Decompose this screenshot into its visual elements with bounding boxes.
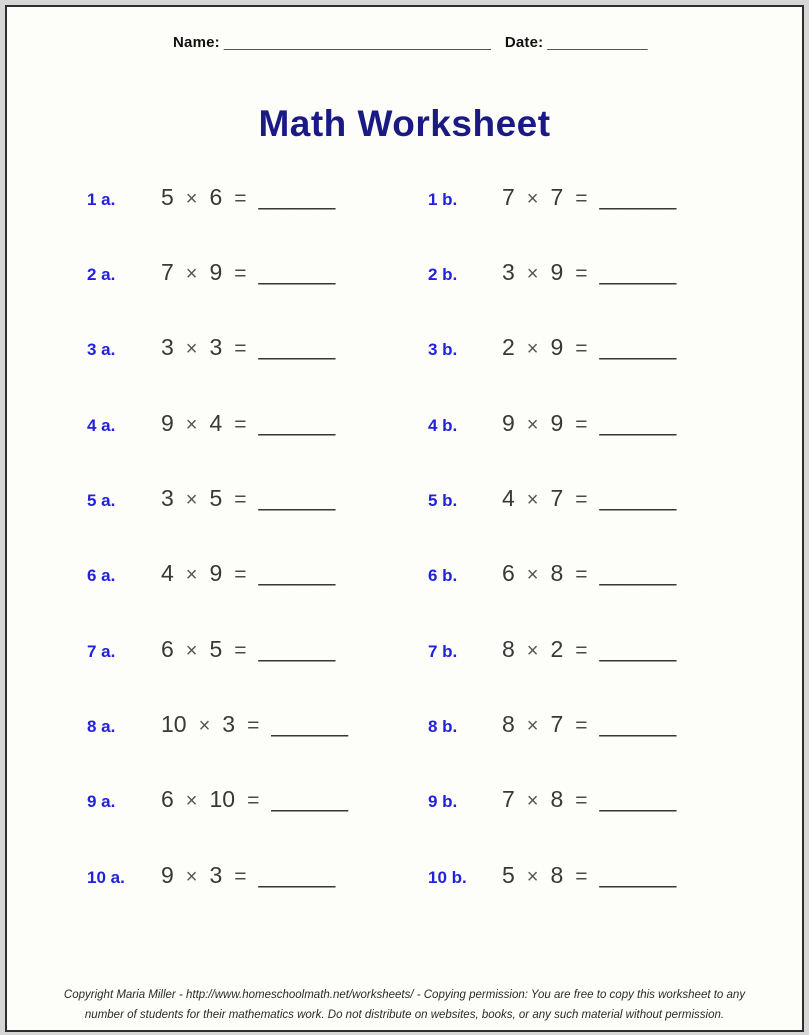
problem-1a (87, 184, 335, 214)
multiplication-sign: × (185, 263, 198, 285)
factor1: 7 (502, 184, 515, 210)
problem-5b (428, 485, 676, 515)
name-label: Name: (173, 34, 220, 51)
answer-blank: ______ (599, 184, 677, 210)
problem-number-label: 6 a. (87, 566, 116, 585)
factor1: 2 (502, 334, 515, 360)
factor2: 3 (209, 862, 223, 888)
factor1: 8 (502, 711, 515, 737)
factor1: 4 (161, 560, 174, 586)
multiplication-sign: × (526, 338, 539, 360)
problem-7a (87, 636, 335, 666)
equals-sign: = (247, 714, 260, 737)
problem-number-label: 9 b. (428, 792, 458, 811)
factor2: 3 (222, 711, 236, 737)
problem-number-label: 8 a. (87, 717, 116, 736)
problem-6b (428, 560, 676, 590)
factor2: 2 (550, 636, 564, 662)
equals-sign: = (247, 789, 260, 812)
multiplication-sign: × (185, 790, 198, 812)
answer-blank: ______ (258, 485, 336, 511)
factor1: 7 (161, 259, 174, 285)
date-group (505, 34, 648, 51)
factor2: 5 (209, 636, 223, 662)
factor1: 6 (161, 786, 174, 812)
equals-sign: = (234, 563, 247, 586)
problem-number-label: 1 b. (428, 190, 458, 209)
multiplication-sign: × (185, 414, 198, 436)
factor1: 6 (161, 636, 174, 662)
answer-blank: ______ (258, 259, 336, 285)
answer-blank: ______ (258, 636, 336, 662)
multiplication-sign: × (526, 715, 539, 737)
multiplication-sign: × (526, 188, 539, 210)
problem-number-label: 10 a. (87, 868, 125, 887)
equals-sign: = (234, 262, 247, 285)
factor2: 3 (209, 334, 223, 360)
copyright-footer (7, 985, 802, 1025)
equals-sign: = (575, 563, 588, 586)
multiplication-sign: × (526, 790, 539, 812)
problem-1b (428, 184, 676, 214)
factor1: 3 (502, 259, 515, 285)
factor1: 5 (161, 184, 174, 210)
multiplication-sign: × (526, 640, 539, 662)
multiplication-sign: × (526, 263, 539, 285)
problem-8a (87, 711, 348, 741)
name-line: ________________________________ (223, 34, 491, 51)
factor1: 6 (502, 560, 515, 586)
factor2: 9 (550, 410, 564, 436)
problem-9a (87, 786, 348, 816)
factor1: 5 (502, 862, 515, 888)
problem-number-label: 5 a. (87, 491, 116, 510)
answer-blank: ______ (258, 334, 336, 360)
factor2: 5 (209, 485, 223, 511)
equals-sign: = (234, 865, 247, 888)
problem-10a (87, 862, 335, 892)
factor2: 9 (550, 259, 564, 285)
problem-number-label: 6 b. (428, 566, 458, 585)
factor1: 8 (502, 636, 515, 662)
problem-10b (428, 862, 676, 892)
multiplication-sign: × (526, 564, 539, 586)
factor2: 7 (550, 184, 564, 210)
equals-sign: = (575, 639, 588, 662)
answer-blank: ______ (599, 862, 677, 888)
equals-sign: = (575, 187, 588, 210)
equals-sign: = (575, 865, 588, 888)
answer-blank: ______ (258, 862, 336, 888)
problem-5a (87, 485, 335, 515)
factor2: 9 (209, 259, 223, 285)
multiplication-sign: × (185, 338, 198, 360)
problem-4a (87, 410, 335, 440)
factor1: 7 (502, 786, 515, 812)
equals-sign: = (575, 789, 588, 812)
factor1: 9 (161, 862, 174, 888)
problem-7b (428, 636, 676, 666)
equals-sign: = (234, 187, 247, 210)
problem-number-label: 2 a. (87, 265, 116, 284)
answer-blank: ______ (258, 560, 336, 586)
answer-blank: ______ (258, 184, 336, 210)
factor2: 9 (550, 334, 564, 360)
date-line: ____________ (547, 34, 648, 51)
answer-blank: ______ (599, 636, 677, 662)
name-date-header (173, 34, 647, 51)
problem-4b (428, 410, 676, 440)
problem-number-label: 4 b. (428, 416, 458, 435)
multiplication-sign: × (526, 414, 539, 436)
equals-sign: = (234, 488, 247, 511)
date-label: Date: (504, 34, 544, 51)
answer-blank: ______ (599, 560, 677, 586)
problem-number-label: 8 b. (428, 717, 458, 736)
factor2: 6 (209, 184, 223, 210)
multiplication-sign: × (526, 489, 539, 511)
answer-blank: ______ (599, 786, 677, 812)
answer-blank: ______ (271, 711, 349, 737)
factor1: 9 (161, 410, 174, 436)
factor2: 8 (550, 786, 564, 812)
problem-3a (87, 334, 335, 364)
problem-number-label: 2 b. (428, 265, 458, 284)
problem-2a (87, 259, 335, 289)
problem-3b (428, 334, 676, 364)
factor2: 7 (550, 485, 564, 511)
problem-number-label: 10 b. (428, 868, 467, 887)
multiplication-sign: × (185, 640, 198, 662)
multiplication-sign: × (185, 866, 198, 888)
problem-number-label: 7 a. (87, 642, 116, 661)
footer-line-1: Copyright Maria Miller - http://www.homeschoolmath.net/worksheets/ - Copying permission: You are free to copy this worksheet to any (63, 989, 746, 1001)
problem-8b (428, 711, 676, 741)
factor2: 9 (209, 560, 223, 586)
answer-blank: ______ (599, 711, 677, 737)
factor1: 3 (161, 334, 174, 360)
problem-6a (87, 560, 335, 590)
problem-number-label: 3 b. (428, 340, 458, 359)
equals-sign: = (575, 488, 588, 511)
multiplication-sign: × (198, 715, 211, 737)
page-title: Math Worksheet (258, 103, 551, 144)
equals-sign: = (234, 639, 247, 662)
problem-number-label: 5 b. (428, 491, 458, 510)
factor1: 10 (161, 711, 187, 737)
equals-sign: = (234, 413, 247, 436)
multiplication-sign: × (526, 866, 539, 888)
factor2: 7 (550, 711, 564, 737)
answer-blank: ______ (258, 410, 336, 436)
factor2: 4 (209, 410, 223, 436)
equals-sign: = (234, 337, 247, 360)
factor2: 8 (550, 862, 564, 888)
worksheet-page (5, 5, 804, 1032)
problem-number-label: 4 a. (87, 416, 116, 435)
problem-2b (428, 259, 676, 289)
equals-sign: = (575, 337, 588, 360)
problem-9b (428, 786, 676, 816)
factor2: 10 (209, 786, 236, 812)
problem-number-label: 9 a. (87, 792, 116, 811)
answer-blank: ______ (599, 334, 677, 360)
factor2: 8 (550, 560, 564, 586)
answer-blank: ______ (599, 410, 677, 436)
problem-number-label: 3 a. (87, 340, 116, 359)
equals-sign: = (575, 714, 588, 737)
multiplication-sign: × (185, 564, 198, 586)
factor1: 4 (502, 485, 515, 511)
problem-number-label: 7 b. (428, 642, 458, 661)
answer-blank: ______ (599, 485, 677, 511)
equals-sign: = (575, 413, 588, 436)
answer-blank: ______ (599, 259, 677, 285)
factor1: 3 (161, 485, 174, 511)
answer-blank: ______ (271, 786, 349, 812)
factor1: 9 (502, 410, 515, 436)
equals-sign: = (575, 262, 588, 285)
multiplication-sign: × (185, 188, 198, 210)
multiplication-sign: × (185, 489, 198, 511)
footer-line-2: number of students for their mathematics work. Do not distribute on websites, books, or any such material without permission. (84, 1009, 725, 1021)
problem-number-label: 1 a. (87, 190, 116, 209)
